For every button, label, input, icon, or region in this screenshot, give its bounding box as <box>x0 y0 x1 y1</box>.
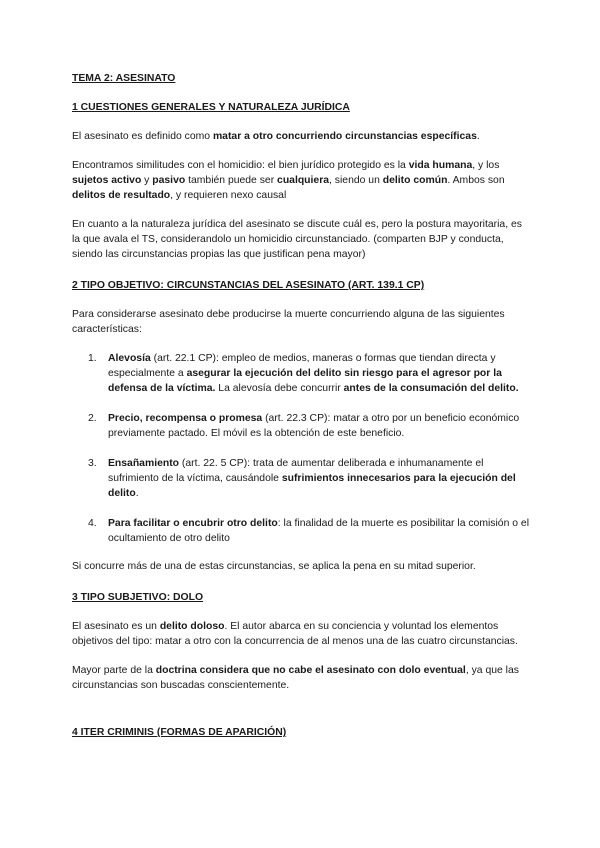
section-2-heading: 2 TIPO OBJETIVO: CIRCUNSTANCIAS DEL ASESINATO (ART. 139.1 CP) <box>72 280 425 291</box>
section-1-paragraph-2: Encontramos similitudes con el homicidio: el bien jurídico protegido es la vida humana, y los sujetos activo y pasivo también puede ser cualquiera, siendo un delito común. Ambos son delitos de resultado, y requieren nexo causal <box>72 160 505 201</box>
doc-title: TEMA 2: ASESINATO <box>72 73 176 84</box>
list-item: 4. Para facilitar o encubrir otro delito: la finalidad de la muerte es posibilitar la comisión o el ocultamiento de otro delito <box>88 518 530 544</box>
list-item-number: 2. <box>88 413 97 424</box>
section-3-paragraph-1: El asesinato es un delito doloso. El autor abarca en su conciencia y voluntad los elementos objetivos del tipo: matar a otro con la concurrencia de al menos una de las cuatro circunstancias. <box>72 621 518 647</box>
section-3-paragraph-2: Mayor parte de la doctrina considera que no cabe el asesinato con dolo eventual, ya que las circunstancias son buscadas conscientemente. <box>72 665 519 691</box>
list-item: 3. Ensañamiento (art. 22. 5 CP): trata de aumentar deliberada e inhumanamente el sufrimiento de la víctima, causándole sufrimientos innecesarios para la ejecución del delito. <box>88 458 516 499</box>
circumstances-list <box>72 351 532 546</box>
section-1-heading: 1 CUESTIONES GENERALES Y NATURALEZA JURÍDICA <box>72 102 350 113</box>
section-1-paragraph-1: El asesinato es definido como matar a otro concurriendo circunstancias específicas. <box>72 131 480 142</box>
section-1-paragraph-3: En cuanto a la naturaleza jurídica del asesinato se discute cuál es, pero la postura mayoritaria, es la que avala el TS, considerandolo un homicidio circunstanciado. (comparten BJP y conducta, siendo las circunstancias propias las que justifican pena mayor) <box>72 219 522 260</box>
list-item-number: 4. <box>88 518 97 529</box>
list-item-number: 1. <box>88 353 97 364</box>
list-item: 1. Alevosía (art. 22.1 CP): empleo de medios, maneras o formas que tiendan directa y especialmente a asegurar la ejecución del delito sin riesgo para el agresor por la defensa de la víctima. La alevosía debe concurrir antes de la consumación del delito. <box>88 353 519 394</box>
section-2-intro: Para considerarse asesinato debe producirse la muerte concurriendo alguna de las siguientes características: <box>72 309 505 335</box>
document-body <box>72 71 532 740</box>
list-item: 2. Precio, recompensa o promesa (art. 22.3 CP): matar a otro por un beneficio económico previamente pactado. El móvil es la obtención de este beneficio. <box>88 413 520 439</box>
list-item-number: 3. <box>88 458 97 469</box>
section-2-outro: Si concurre más de una de estas circunstancias, se aplica la pena en su mitad superior. <box>72 561 476 572</box>
section-4-heading: 4 ITER CRIMINIS (FORMAS DE APARICIÓN) <box>72 727 287 738</box>
section-3-heading: 3 TIPO SUBJETIVO: DOLO <box>72 592 204 603</box>
